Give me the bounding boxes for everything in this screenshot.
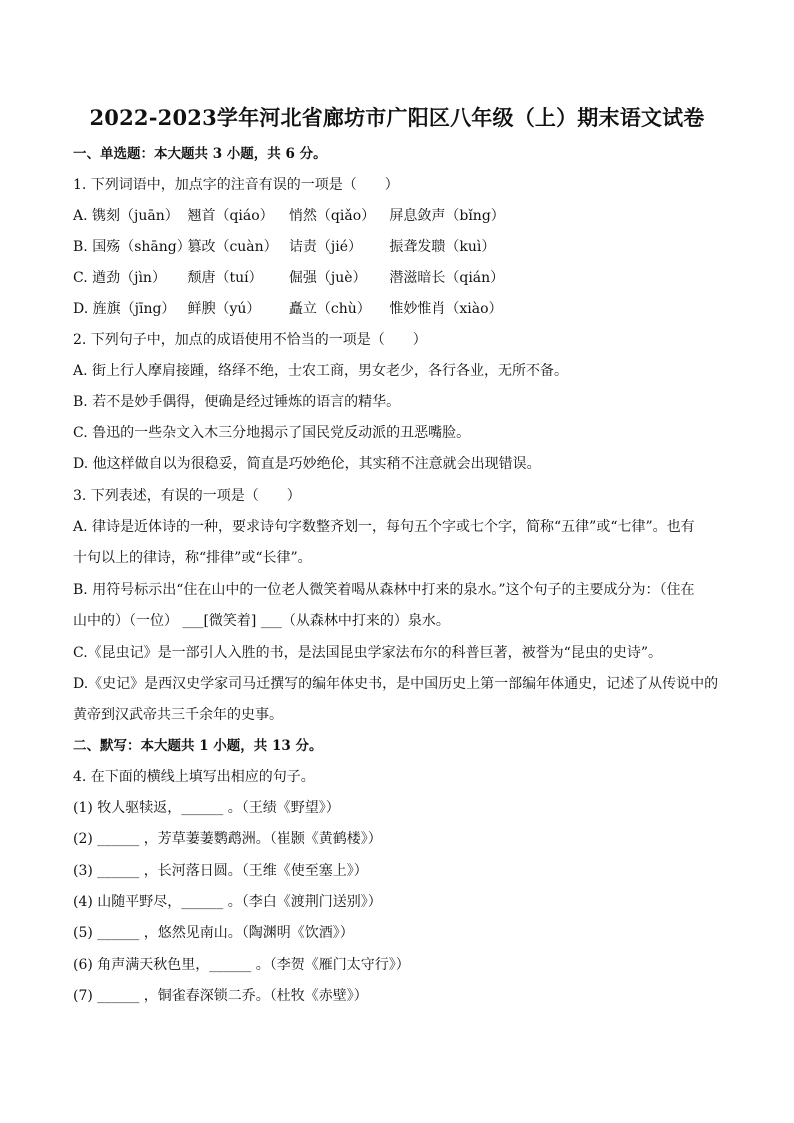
q3-line-7: 黄帝到汉武帝共三千余年的史事。 xyxy=(73,707,283,723)
q3-line-6: D.《史记》是西汉史学家司马迁撰写的编年体史书，是中国历史上第一部编年体通史，记述了从传说中的 xyxy=(73,676,719,692)
q2-option-b: B. 若不是妙手偶得，便确是经过锤炼的语言的精华。 xyxy=(73,394,401,410)
q2-option-d: D. 他这样做自以为很稳妥，简直是巧妙绝伦，其实稍不注意就会出现错误。 xyxy=(73,456,541,472)
q1-c-4: 潜滋暗长（qián） xyxy=(389,270,505,286)
q3-line-5: C.《昆虫记》是一部引人入胜的书，是法国昆虫学家法布尔的科普巨著，被誉为“昆虫的史诗”。 xyxy=(73,645,662,661)
section-2-heading: 二、默写：本大题共 1 小题，共 13 分。 xyxy=(73,738,323,754)
q4-item-1: (1) 牧人驱犊返，______ 。（王绩《野望》） xyxy=(73,800,340,816)
section-1-heading: 一、单选题：本大题共 3 小题，共 6 分。 xyxy=(73,146,327,162)
q4-item-4: (4) 山随平野尽，______ 。（李白《渡荆门送别》） xyxy=(73,894,382,910)
q1-c-1: C. 遒劲（jìn） xyxy=(73,270,166,286)
q1-option-d xyxy=(73,299,503,319)
q1-b-4: 振聋发聩（kuì） xyxy=(389,239,496,255)
exam-title: 2022-2023学年河北省廊坊市广阳区八年级（上）期末语文试卷 xyxy=(89,105,705,130)
q1-b-2: 篡改（cuàn） xyxy=(187,239,278,255)
q3-line-1: A. 律诗是近体诗的一种，要求诗句字数整齐划一，每句五个字或七个字，简称“五律”或“七律”。也有 xyxy=(73,519,695,535)
q4-item-7: (7) ______ ，铜雀春深锁二乔。（杜牧《赤壁》） xyxy=(73,988,368,1004)
q1-d-3: 矗立（chù） xyxy=(288,301,371,317)
q1-a-4: 屏息敛声（bǐng） xyxy=(389,208,505,224)
q4-stem: 4. 在下面的横线上填写出相应的句子。 xyxy=(73,769,315,785)
q4-item-5: (5) ______ ，悠然见南山。（陶渊明《饮酒》） xyxy=(73,925,354,941)
q4-item-3: (3) ______ ，长河落日圆。（王维《使至塞上》） xyxy=(73,863,368,879)
q1-d-1: D. 旌旗（jīng） xyxy=(73,301,176,317)
q1-option-a xyxy=(73,206,505,226)
q4-item-6: (6) 角声满天秋色里，______ 。（李贺《雁门太守行》） xyxy=(73,957,410,973)
q3-line-4: 山中的）（一位） ___[微笑着] ___（从森林中打来的）泉水。 xyxy=(73,613,450,629)
q3-line-3: B. 用符号标示出“住在山中的一位老人微笑着喝从森林中打来的泉水。”这个句子的主要成分为：（住在 xyxy=(73,582,695,598)
q1-c-2: 颓唐（tuí） xyxy=(187,270,263,286)
q1-d-2: 鲜腴（yú） xyxy=(187,301,261,317)
q1-a-2: 翘首（qiáo） xyxy=(187,208,274,224)
q1-option-c xyxy=(73,268,504,288)
q1-option-b xyxy=(73,237,495,257)
q3-line-2: 十句以上的律诗，称“排律”或“长律”。 xyxy=(73,550,312,566)
q1-a-1: A. 镌刻（juān） xyxy=(73,208,179,224)
q1-c-3: 倔强（juè） xyxy=(288,270,367,286)
q1-a-3: 悄然（qiǎo） xyxy=(288,208,376,224)
q1-b-3: 诘责（jié） xyxy=(288,239,363,255)
q3-stem: 3. 下列表述，有误的一项是（ ） xyxy=(73,488,301,504)
q1-b-1: B. 国殇（shāng） xyxy=(73,239,191,255)
q2-option-c: C. 鲁迅的一些杂文入木三分地揭示了国民党反动派的丑恶嘴脸。 xyxy=(73,425,471,441)
q1-d-4: 惟妙惟肖（xiào） xyxy=(389,301,503,317)
q4-item-2: (2) ______ ，芳草萋萋鹦鹉洲。（崔颢《黄鹤楼》） xyxy=(73,831,382,847)
q1-stem: 1. 下列词语中，加点字的注音有误的一项是（ ） xyxy=(73,177,399,193)
q2-stem: 2. 下列句子中，加点的成语使用不恰当的一项是（ ） xyxy=(73,332,427,348)
q2-option-a: A. 街上行人摩肩接踵，络绎不绝，士农工商，男女老少，各行各业，无所不备。 xyxy=(73,363,569,379)
